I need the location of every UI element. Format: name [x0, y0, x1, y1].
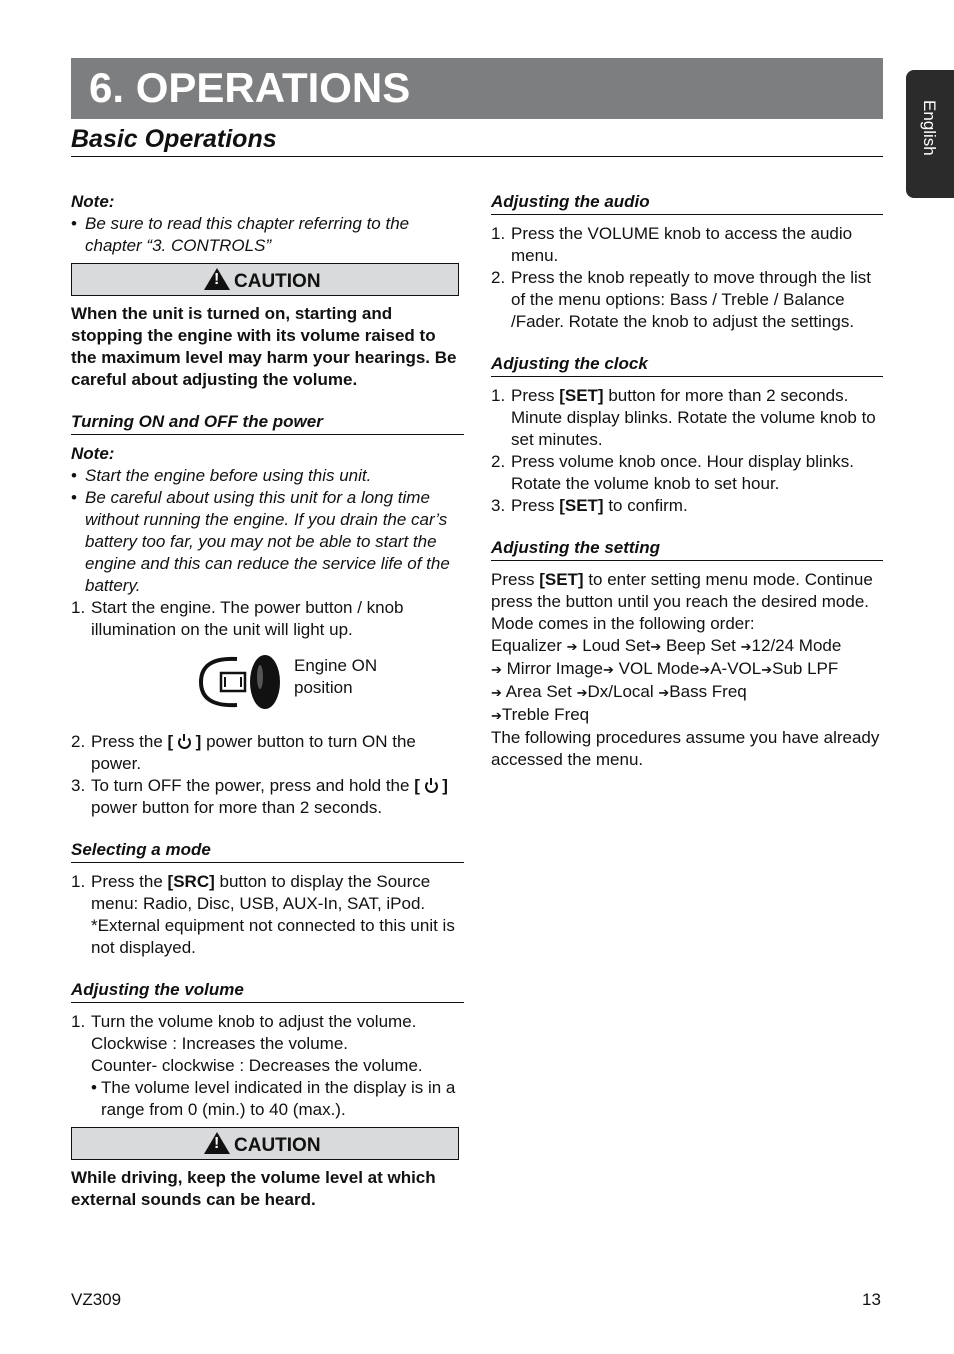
arrow-right-icon: ➔ — [658, 685, 670, 700]
setting-order-list — [491, 635, 883, 727]
arrow-right-icon: ➔ — [491, 685, 502, 700]
note-bullet: • Start the engine before using this unit. — [71, 465, 464, 487]
section-title: Basic Operations — [71, 125, 277, 153]
caution-label: CAUTION — [234, 271, 321, 292]
arrow-right-icon: ➔ — [740, 639, 752, 654]
audio-step-2: 2. Press the knob repeatly to move through the list of the menu options: Bass / Treble / Balance /Fader. Rotate the knob to adjust the settings. — [491, 268, 872, 331]
mode-item: Area Set — [505, 682, 572, 701]
arrow-right-icon: ➔ — [576, 685, 588, 700]
mode-item: Mirror Image — [506, 659, 603, 678]
mode-item: 12/24 Mode — [751, 636, 842, 655]
language-tab-label: English — [920, 100, 939, 156]
caution-label: CAUTION — [234, 1135, 321, 1156]
right-column — [491, 191, 883, 771]
note-bullet: • Be careful about using this unit for a long time without running the engine. If you drain the car’s battery too far, you may not be able to start the engine and this can reduce the service life of the battery. — [71, 487, 464, 597]
power-step-3: 3. To turn OFF the power, press and hold the [ ] power button for more than 2 seconds. — [71, 776, 448, 817]
note-bullet: • Be sure to read this chapter referring to the chapter “3. CONTROLS” — [71, 213, 464, 257]
power-step-2: 2. Press the [ ] power button to turn ON the power. — [71, 732, 416, 773]
engine-on-figure — [71, 645, 464, 731]
mode-item: A-VOL — [710, 659, 762, 678]
volume-range-bullet: • The volume level indicated in the display is in a range from 0 (min.) to 40 (max.). — [71, 1077, 464, 1121]
ignition-key-icon — [197, 653, 283, 711]
clock-step-1: 1. Press [SET] button for more than 2 seconds. Minute display blinks. Rotate the volume knob to set minutes. — [491, 386, 876, 449]
power-heading: Turning ON and OFF the power — [71, 411, 464, 435]
arrow-right-icon: ➔ — [491, 662, 502, 677]
warning-icon — [204, 268, 230, 290]
power-icon — [178, 736, 191, 749]
arrow-right-icon: ➔ — [650, 639, 662, 654]
caution-box — [71, 263, 459, 296]
mode-item: Equalizer — [491, 636, 562, 655]
mode-item: Loud Set — [582, 636, 651, 655]
volume-step-1: 1. Turn the volume knob to adjust the volume. Clockwise : Increases the volume. Counter- clockwise : Decreases the volume. — [71, 1012, 423, 1075]
caution-text: While driving, keep the volume level at which external sounds can be heard. — [71, 1168, 436, 1209]
warning-icon — [204, 1132, 230, 1154]
mode-item: VOL Mode — [618, 659, 700, 678]
audio-heading: Adjusting the audio — [491, 191, 883, 215]
audio-step-1: 1. Press the VOLUME knob to access the audio menu. — [491, 224, 853, 265]
volume-heading: Adjusting the volume — [71, 979, 464, 1003]
model-number: VZ309 — [71, 1290, 122, 1309]
mode-item: Sub LPF — [772, 659, 839, 678]
chapter-banner — [71, 58, 883, 119]
arrow-right-icon: ➔ — [699, 662, 711, 677]
chapter-title: 6. OPERATIONS — [89, 64, 411, 111]
caution-title — [204, 268, 321, 293]
mode-item: Bass Freq — [669, 682, 747, 701]
language-tab — [906, 70, 954, 198]
setting-paragraph: Press [SET] to enter setting menu mode. Continue press the button until you reach the desired mode. — [491, 570, 873, 611]
section-title-bar — [71, 124, 883, 157]
power-icon — [425, 780, 438, 793]
mode-heading: Selecting a mode — [71, 839, 464, 863]
power-step-1: 1. Start the engine. The power button / knob illumination on the unit will light up. — [71, 598, 404, 639]
arrow-right-icon: ➔ — [566, 639, 578, 654]
setting-order-intro: Mode comes in the following order: — [491, 614, 755, 633]
note-heading: Note: — [71, 192, 115, 211]
mode-step-1: 1. Press the [SRC] button to display the Source menu: Radio, Disc, USB, AUX-In, SAT, iPod. *External equipment not connected to this unit is not displayed. — [71, 872, 455, 957]
mode-item: Beep Set — [665, 636, 736, 655]
setting-assumption: The following procedures assume you have already accessed the menu. — [491, 728, 880, 769]
clock-step-2: 2. Press volume knob once. Hour display blinks. Rotate the volume knob to set hour. — [491, 452, 854, 493]
arrow-right-icon: ➔ — [761, 662, 773, 677]
note-heading: Note: — [71, 444, 115, 463]
page-number: 13 — [862, 1290, 881, 1309]
clock-step-3: 3. Press [SET] to confirm. — [491, 496, 688, 515]
mode-item: Dx/Local — [587, 682, 654, 701]
mode-item: Treble Freq — [501, 705, 590, 724]
left-column — [71, 191, 464, 1211]
caution-title — [204, 1132, 321, 1157]
caution-text: When the unit is turned on, starting and stopping the engine with its volume raised to the maximum level may harm your hearings. Be careful about adjusting the volume. — [71, 304, 457, 389]
engine-on-label: Engine ON position — [294, 656, 378, 697]
arrow-right-icon: ➔ — [491, 708, 502, 723]
clock-heading: Adjusting the clock — [491, 353, 883, 377]
arrow-right-icon: ➔ — [603, 662, 614, 677]
setting-heading: Adjusting the setting — [491, 537, 883, 561]
caution-box — [71, 1127, 459, 1160]
